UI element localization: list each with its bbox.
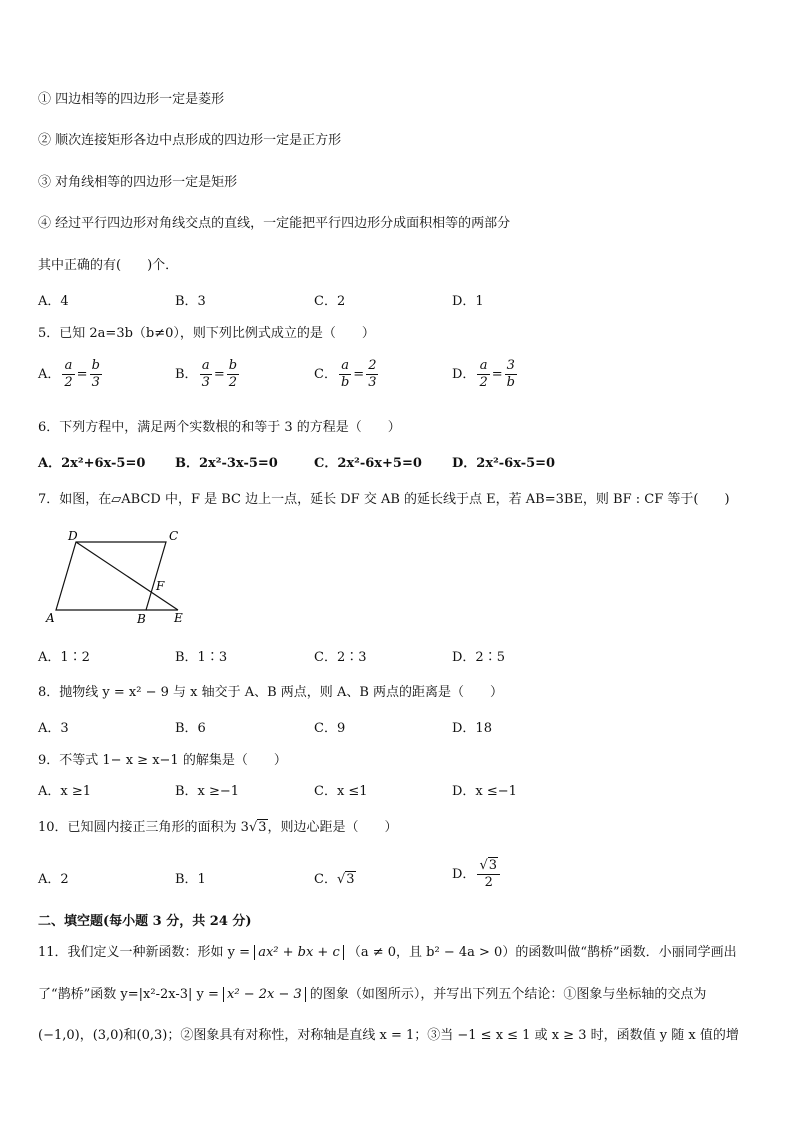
absolute-expression: ax² + bx + c (254, 945, 344, 960)
absolute-expression: x² − 2x − 3 (223, 987, 306, 1002)
q8-options (38, 717, 758, 739)
label-e: E (174, 611, 183, 625)
q7-option-a[interactable]: A．1∶2 (38, 650, 90, 665)
q9-option-d[interactable]: D．x ≤−1 (452, 784, 517, 799)
q10-stem-text-end: ，则边心距是（ ） (267, 820, 398, 835)
q8-option-c[interactable]: C．9 (314, 721, 346, 736)
parallelogram-figure (40, 528, 200, 628)
option-label: C． (314, 872, 337, 887)
q5-option-d[interactable] (452, 358, 519, 391)
q4-option-d[interactable]: D．1 (452, 294, 484, 309)
q6-options (38, 452, 758, 474)
option-label: A． (38, 367, 61, 382)
q4-option-b[interactable]: B．3 (175, 294, 206, 309)
q4-stem-tail: 其中正确的有( )个． (38, 258, 179, 273)
fraction: $\frac{b}{2}$ (228, 358, 238, 390)
option-label: C． (314, 367, 337, 382)
q9-options (38, 780, 758, 802)
option-label: D． (452, 867, 476, 882)
q10-option-b[interactable]: B．1 (175, 872, 206, 887)
label-b: B (137, 612, 146, 626)
q11-line-2 (38, 983, 706, 1002)
statement-2: ② 顺次连接矩形各边中点形成的四边形一定是正方形 (38, 133, 342, 148)
q6-stem: 6．下列方程中，满足两个实数根的和等于 3 的方程是（ ） (38, 420, 401, 435)
q10-stem-text: 10．已知圆内接正三角形的面积为 3 (38, 820, 249, 835)
q6-option-d[interactable]: D．2x²-6x-5=0 (452, 456, 556, 471)
q7-option-b[interactable]: B．1∶3 (175, 650, 228, 665)
q9-stem: 9．不等式 1− x ≥ x−1 的解集是（ ） (38, 753, 287, 768)
q7-options (38, 646, 758, 668)
q6-option-a[interactable]: A．2x²+6x-5=0 (38, 456, 146, 471)
q8-option-d[interactable]: D．18 (452, 721, 492, 736)
q10-options (38, 858, 758, 900)
fraction: $\frac{2}{3}$ (368, 358, 377, 390)
q11-line-3: (−1,0)，(3,0)和(0,3)；②图象具有对称性，对称轴是直线 x = 1；③当 −1 ≤ x ≤ 1 或 x ≥ 3 时，函数值 y 随 x 值的增 (38, 1028, 739, 1043)
q7-option-d[interactable]: D．2∶5 (452, 650, 505, 665)
q5-option-c[interactable] (314, 358, 380, 391)
q11-text: 的图象（如图所示），并写出下列五个结论：①图象与坐标轴的交点为 (309, 987, 707, 1002)
label-a: A (46, 611, 55, 625)
q10-stem (38, 816, 398, 835)
fraction: $\frac{a}{2}$ (64, 358, 73, 390)
q9-option-b[interactable]: B．x ≥−1 (175, 784, 240, 799)
statement-4: ④ 经过平行四边形对角线交点的直线，一定能把平行四边形分成面积相等的两部分 (38, 216, 511, 231)
parallelogram-abcd (56, 542, 166, 610)
q8-option-b[interactable]: B．6 (175, 721, 206, 736)
option-label: D． (452, 367, 476, 382)
q10-option-c[interactable] (314, 868, 356, 887)
label-d: D (68, 529, 78, 543)
option-label: B． (175, 367, 198, 382)
q11-text: 了“鹊桥”函数 y=|x²-2x-3| y = (38, 987, 219, 1002)
q9-option-c[interactable]: C．x ≤1 (314, 784, 368, 799)
q4-option-a[interactable]: A．4 (38, 294, 69, 309)
q5-options (38, 358, 758, 398)
equals-sign: = (353, 367, 365, 382)
statement-3: ③ 对角线相等的四边形一定是矩形 (38, 175, 238, 190)
q7-option-c[interactable]: C．2∶3 (314, 650, 367, 665)
q11-text: （a ≠ 0，且 b² − 4a > 0）的函数叫做“鹊桥”函数．小丽同学画出 (347, 945, 737, 960)
equals-sign: = (213, 367, 225, 382)
q6-option-c[interactable]: C．2x²-6x+5=0 (314, 456, 422, 471)
q7-stem: 7．如图，在▱ABCD 中，F 是 BC 边上一点，延长 DF 交 AB 的延长线于点 E，若 AB=3BE，则 BF : CF 等于( ) (38, 492, 730, 507)
section-title: 二、填空题(每小题 3 分，共 24 分) (38, 914, 252, 929)
q5-option-a[interactable] (38, 358, 104, 391)
q10-option-d[interactable] (452, 858, 502, 891)
fraction: $\frac{b}{3}$ (91, 358, 100, 390)
sqrt-expression: √3 (248, 820, 267, 835)
label-c: C (169, 529, 179, 543)
label-f: F (156, 579, 165, 593)
sqrt-expression: √3 (336, 872, 355, 887)
q5-stem: 5．已知 2a=3b（b≠0），则下列比例式成立的是（ ） (38, 326, 375, 341)
q9-option-a[interactable]: A．x ≥1 (38, 784, 92, 799)
q8-stem: 8．抛物线 y = x² − 9 与 x 轴交于 A、B 两点，则 A、B 两点的距离是（ ） (38, 685, 504, 700)
q8-option-a[interactable]: A．3 (38, 721, 69, 736)
statement-1: ① 四边相等的四边形一定是菱形 (38, 92, 225, 107)
fraction: $\frac{a}{b}$ (340, 358, 350, 390)
q4-options (38, 290, 758, 312)
q6-option-b[interactable]: B．2x²-3x-5=0 (175, 456, 278, 471)
fraction: $\frac{3}{b}$ (506, 358, 515, 390)
q5-option-b[interactable] (175, 358, 241, 391)
fraction: $\frac{a}{2}$ (479, 358, 488, 390)
q11-line-1 (38, 941, 737, 960)
fraction: $\frac{√3}{2}$ (477, 858, 500, 891)
equals-sign: = (76, 367, 88, 382)
fraction: $\frac{a}{3}$ (201, 358, 210, 390)
q4-option-c[interactable]: C．2 (314, 294, 346, 309)
q10-option-a[interactable]: A．2 (38, 872, 69, 887)
equals-sign: = (491, 367, 503, 382)
q11-text: 11．我们定义一种新函数：形如 y = (38, 945, 251, 960)
